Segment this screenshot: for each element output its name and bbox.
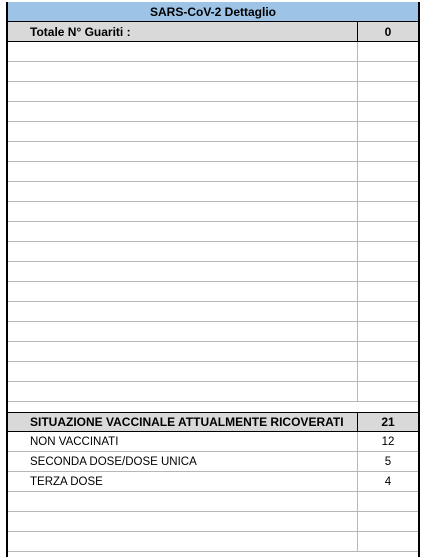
empty-row <box>8 182 418 202</box>
row-value: 4 <box>384 475 392 488</box>
empty-cell <box>8 512 358 531</box>
guariti-value: 0 <box>384 24 392 39</box>
empty-cell <box>8 362 358 381</box>
empty-cell <box>358 102 418 121</box>
empty-cell <box>8 242 358 261</box>
row-label: SECONDA DOSE/DOSE UNICA <box>8 452 358 471</box>
empty-row <box>8 102 418 122</box>
empty-cell <box>8 322 358 341</box>
empty-row <box>8 242 418 262</box>
empty-row <box>8 532 418 552</box>
empty-cell <box>8 282 358 301</box>
empty-cell <box>8 62 358 81</box>
empty-cell <box>8 302 358 321</box>
empty-cell <box>358 122 418 141</box>
empty-cell <box>358 62 418 81</box>
empty-cell <box>8 142 358 161</box>
row-label: NON VACCINATI <box>8 432 358 451</box>
empty-cell <box>358 342 418 361</box>
empty-cell <box>358 382 418 401</box>
empty-row <box>8 492 418 512</box>
empty-cell <box>8 492 358 511</box>
empty-cell <box>8 182 358 201</box>
empty-cell <box>8 82 358 101</box>
empty-cell <box>358 302 418 321</box>
empty-row <box>8 42 418 62</box>
empty-row <box>8 512 418 532</box>
empty-cell <box>358 142 418 161</box>
empty-cell <box>8 382 358 401</box>
empty-cell <box>8 162 358 181</box>
empty-cell <box>8 262 358 281</box>
table-row <box>8 452 418 472</box>
empty-cell <box>8 532 358 551</box>
empty-cell <box>358 512 418 531</box>
empty-cell <box>358 82 418 101</box>
empty-cell <box>8 222 358 241</box>
row-label: TERZA DOSE <box>8 472 358 491</box>
row-value: 12 <box>381 435 395 448</box>
empty-row <box>8 382 418 402</box>
table-row <box>8 472 418 492</box>
guariti-label: Totale N° Guariti : <box>8 22 358 41</box>
empty-cell <box>358 492 418 511</box>
empty-row <box>8 262 418 282</box>
empty-cell <box>358 322 418 341</box>
empty-row <box>8 322 418 342</box>
empty-cell <box>358 222 418 241</box>
table-row <box>8 432 418 452</box>
row-value: 5 <box>384 455 392 468</box>
empty-cell <box>358 202 418 221</box>
empty-row <box>8 282 418 302</box>
empty-cell <box>358 242 418 261</box>
empty-cell <box>358 42 418 61</box>
table-title: SARS-CoV-2 Dettaglio <box>8 2 418 22</box>
empty-cell <box>358 262 418 281</box>
spreadsheet <box>6 2 420 557</box>
empty-cell <box>8 122 358 141</box>
empty-cell <box>8 202 358 221</box>
empty-cell <box>358 162 418 181</box>
empty-row <box>8 302 418 322</box>
empty-cell <box>358 532 418 551</box>
empty-row <box>8 222 418 242</box>
empty-row <box>8 202 418 222</box>
empty-row <box>8 362 418 382</box>
empty-cell <box>358 362 418 381</box>
vaccinal-summary-label: SITUAZIONE VACCINALE ATTUALMENTE RICOVERATI <box>8 413 358 431</box>
empty-row <box>8 122 418 142</box>
guariti-row <box>8 22 418 42</box>
empty-cell <box>8 102 358 121</box>
empty-row <box>8 62 418 82</box>
empty-cell <box>358 282 418 301</box>
vaccinal-summary-row <box>8 412 418 432</box>
empty-cell <box>358 182 418 201</box>
empty-row <box>8 162 418 182</box>
vaccinal-summary-value: 21 <box>381 415 395 429</box>
empty-row <box>8 82 418 102</box>
empty-row <box>8 142 418 162</box>
empty-cell <box>8 342 358 361</box>
empty-row <box>8 342 418 362</box>
empty-cell <box>8 42 358 61</box>
